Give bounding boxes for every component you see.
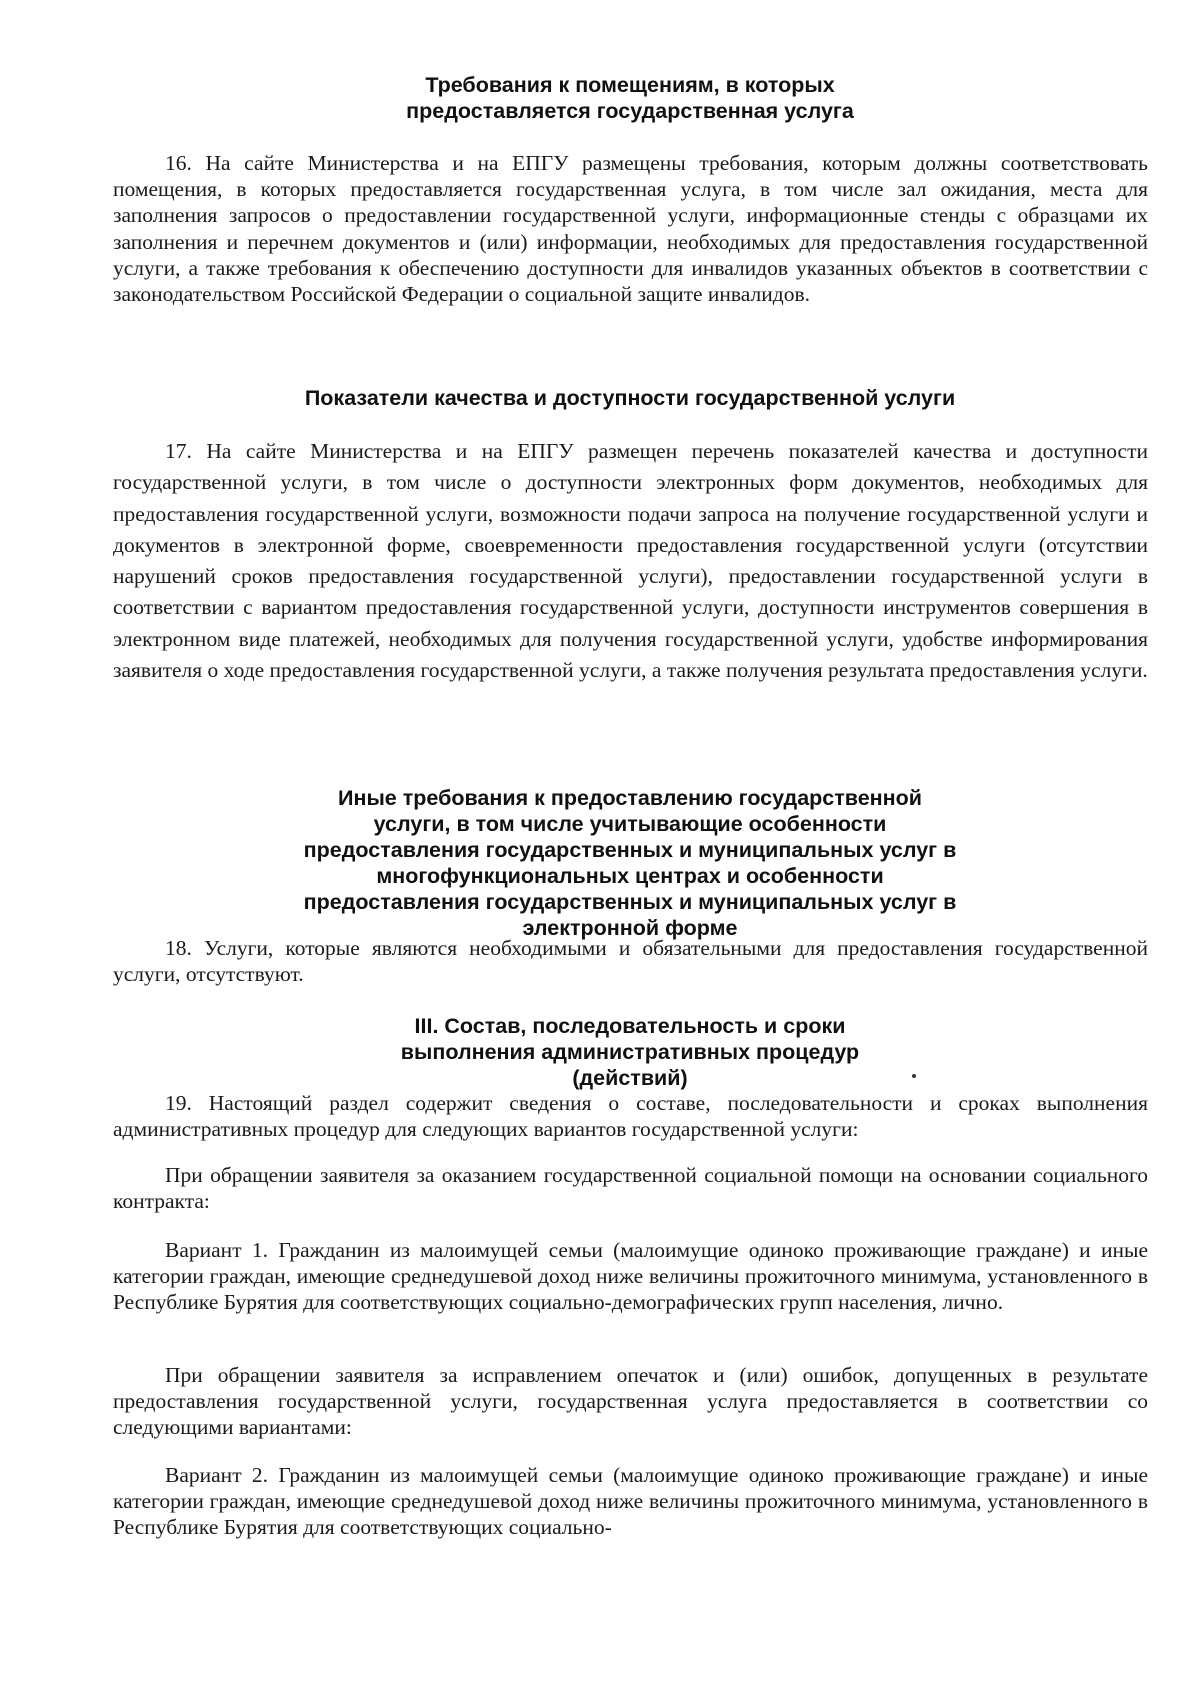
paragraph-error-correction: При обращении заявителя за исправлением опечаток и (или) ошибок, допущенных в результате предоставления государственной услуги, государственная услуга предоставляется в соответствии со следующими вариантами: xyxy=(113,1363,1148,1440)
heading-quality-indicators: Показатели качества и доступности государственной услуги xyxy=(304,386,956,410)
paragraph-variant-2: Вариант 2. Гражданин из малоимущей семьи (малоимущие одиноко проживающие граждане) и иные категории граждан, имеющие среднедушевой доход ниже величины прожиточного минимума, установленного в Республике Бурятия для соответствующих социально- xyxy=(113,1463,1148,1540)
paragraph-16: 16. На сайте Министерства и на ЕПГУ размещены требования, которым должны соответствовать помещения, в которых предоставляется государственная услуга, в том числе зал ожидания, места для заполнения запросов о предоставлении государственной услуги, информационные стенды с образцами их заполнения и перечнем документов и (или) информации, необходимых для предоставления государственной услуги, а также требования к обеспечению доступности для инвалидов указанных объектов в соответствии с законодательством Российской Федерации о социальной защите инвалидов. xyxy=(113,151,1148,307)
paragraph-19: 19. Настоящий раздел содержит сведения о составе, последовательности и сроках выполнения административных процедур для следующих вариантов государственной услуги: xyxy=(113,1091,1148,1142)
heading-section-3: III. Состав, последовательность и сроки выполнения административных процедур (действий) xyxy=(400,1014,860,1090)
paragraph-18: 18. Услуги, которые являются необходимыми и обязательными для предоставления государственной услуги, отсутствуют. xyxy=(113,936,1148,987)
paragraph-social-contract: При обращении заявителя за оказанием государственной социальной помощи на основании социального контракта: xyxy=(113,1163,1148,1214)
paragraph-variant-1: Вариант 1. Гражданин из малоимущей семьи (малоимущие одиноко проживающие граждане) и иные категории граждан, имеющие среднедушевой доход ниже величины прожиточного минимума, установленного в Республике Бурятия для соответствующих социально-демографических групп населения, лично. xyxy=(113,1238,1148,1315)
scan-speck xyxy=(912,1074,916,1078)
heading-premises-requirements: Требования к помещениям, в которых предоставляется государственная услуга xyxy=(406,73,854,123)
heading-other-requirements: Иные требования к предоставлению государственной услуги, в том числе учитывающие особенности предоставления государственных и муниципальных услуг в многофункциональных центрах и особенности предоставления государственных и муниципальных услуг в электронной форме xyxy=(303,786,957,940)
paragraph-17: 17. На сайте Министерства и на ЕПГУ размещен перечень показателей качества и доступности государственной услуги, в том числе о доступности электронных форм документов, необходимых для предоставления государственной услуги, возможности подачи запроса на получение государственной услуги и документов в электронной форме, своевременности предоставления государственной услуги (отсутствии нарушений сроков предоставления государственной услуги), предоставлении государственной услуги в соответствии с вариантом предоставления государственной услуги, доступности инструментов совершения в электронном виде платежей, необходимых для получения государственной услуги, удобстве информирования заявителя о ходе предоставления государственной услуги, а также получения результата предоставления услуги. xyxy=(113,439,1148,683)
